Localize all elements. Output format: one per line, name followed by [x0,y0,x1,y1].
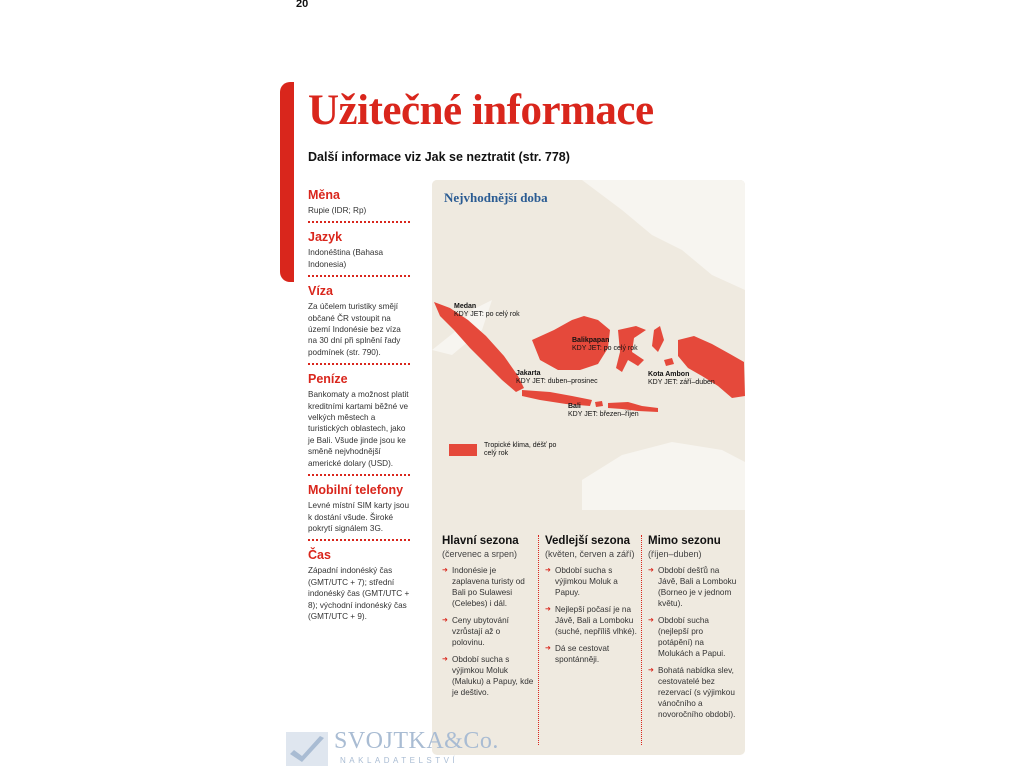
season-list [442,565,534,698]
sidebar-text: Indonéština (Bahasa Indonesia) [308,248,384,269]
publisher-logo-icon [286,732,328,766]
map-label-kota-ambon [648,371,715,387]
season-column-low [648,535,738,726]
sidebar-text: Bankomaty a možnost platit kreditními kartami běžné ve velkých městech a turistických oblastech, jako je Bali. Všude jinde jsou ke směně nejvhodnější americké dolary (USD). [308,390,409,468]
map-label-when: KDY JET: duben–prosinec [516,378,598,385]
season-list [545,565,637,665]
season-item: ➜ Období sucha s výjimkou Moluk (Maluku) a Papuy, kde je deštivo. [442,654,534,698]
sidebar-heading: Čas [308,548,331,563]
sidebar-text: Západní indonéský čas (GMT/UTC + 7); střední indonéský čas (GMT/UTC + 8); východní indonéský čas (GMT/UTC + 9). [308,566,410,621]
column-divider [538,535,539,745]
sidebar-text: Za účelem turistiky smějí občané ČR vstoupit na území Indonésie bez víza na 30 dní při splnění řady podmínek (str. 790). [308,302,401,357]
sidebar-heading: Mobilní telefony [308,483,404,498]
column-divider [641,535,642,745]
map-label-city: Bali [568,403,581,410]
season-period: (říjen–duben) [648,549,702,559]
sidebar-heading: Měna [308,188,340,202]
map-title: Nejvhodnější doba [444,190,548,205]
sidebar-heading: Jazyk [308,230,343,245]
watermark-brand: SVOJTKA&Co. [334,728,499,754]
season-item: ➜ Ceny ubytování vzrůstají až o polovinu. [442,615,534,648]
page-title: Užitečné informace [308,87,654,134]
legend-swatch [449,444,477,456]
sidebar-section-currency [308,188,410,223]
map-label-when: KDY JET: po celý rok [454,311,520,318]
dotted-divider [308,474,410,476]
dotted-divider [308,221,410,223]
sidebar-text: Rupie (IDR; Rp) [308,206,367,215]
sidebar-section-visa [308,284,410,365]
legend-text: Tropické klima, déšť po celý rok [484,442,557,457]
season-column-high [442,535,534,704]
map-label-when: KDY JET: září–duben [648,379,715,386]
sidebar-section-phones [308,483,410,541]
season-column-shoulder [545,535,637,671]
sidebar-text: Levné místní SIM karty jsou k dostání všude. Široké pokrytí signálem 3G. [308,501,410,533]
watermark-sub: NAKLADATELSTVÍ [340,756,459,765]
sidebar-section-money [308,372,410,476]
season-heading: Mimo sezonu [648,535,721,547]
red-tab-marker [280,82,294,282]
indonesia-map [432,180,745,510]
dotted-divider [308,539,410,541]
sidebar-heading: Peníze [308,372,348,387]
map-label-when: KDY JET: po celý rok [572,345,638,352]
season-heading: Vedlejší sezona [545,535,631,547]
season-list [648,565,738,720]
season-heading: Hlavní sezona [442,535,519,547]
season-item: ➜ Dá se cestovat spontánněji. [545,643,637,665]
map-label-medan [454,303,520,319]
season-item: ➜ Indonésie je zaplavena turisty od Bali po Sulawesi (Celebes) i dál. [442,565,534,609]
publisher-watermark [286,728,499,768]
season-period: (červenec a srpen) [442,549,518,559]
map-label-bali [568,403,639,419]
season-item: ➜ Období dešťů na Jávě, Bali a Lomboku (Borneo je v jednom květu). [648,565,738,609]
season-item: ➜ Období sucha (nejlepší pro potápění) na Molukách a Papui. [648,615,738,659]
map-label-city: Balikpapan [572,337,610,344]
season-period: (květen, červen a září) [545,549,635,559]
map-label-city: Medan [454,303,477,310]
sidebar-section-language [308,230,410,277]
page-number: 20 [296,0,309,10]
sidebar-heading: Víza [308,284,334,299]
dotted-divider [308,275,410,277]
season-item: ➜ Bohatá nabídka slev, cestovatelé bez rezervací (s výjimkou vánočního a novoročního období). [648,665,738,720]
map-label-city: Jakarta [516,370,541,377]
season-item: ➜ Nejlepší počasí je na Jávě, Bali a Lomboku (suché, nepříliš vlhké). [545,604,637,637]
season-item: ➜ Období sucha s výjimkou Moluk a Papuy. [545,565,637,598]
season-columns [432,535,745,745]
map-label-jakarta [516,370,598,386]
dotted-divider [308,363,410,365]
map-label-when: KDY JET: březen–říjen [568,411,639,418]
map-label-city: Kota Ambon [648,371,690,378]
info-sidebar [308,188,410,628]
map-label-balikpapan [572,337,638,353]
sidebar-section-time [308,548,410,622]
best-time-panel [432,180,745,755]
page-subtitle: Další informace viz Jak se neztratit (str. 778) [308,150,570,164]
